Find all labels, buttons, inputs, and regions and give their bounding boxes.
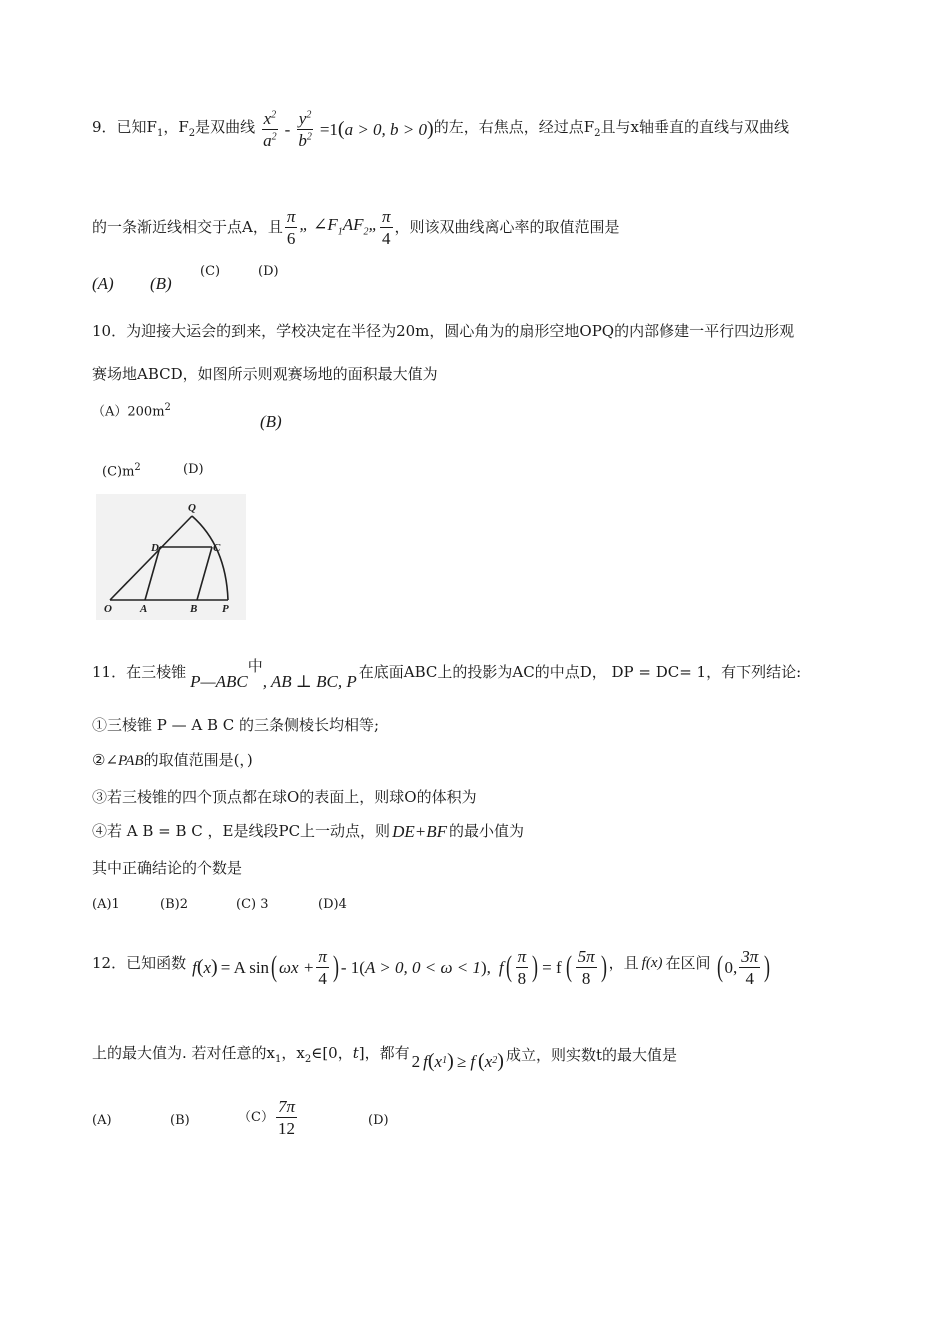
q12-option-c-fraction: $\frac{7\pi}{12}$ xyxy=(277,1097,295,1138)
q9-line2 xyxy=(92,203,620,251)
q10-option-c: $(C)m^2$ xyxy=(102,462,141,480)
label-Q: Q xyxy=(188,502,196,514)
q9-line2-text: 的一条渐近线相交于点A，且 xyxy=(92,217,283,236)
q11-zhong: 中 xyxy=(247,656,263,675)
q10-line2: 赛场地ABCD，如图所示则观赛场地的面积最大值为 xyxy=(92,365,438,383)
q9-hyperbola-equation: $\frac{x^2}{a^2}$ - $\frac{y^2}{b^2}$ =1 ( a > 0, b > 0 ) xyxy=(263,108,434,150)
q9-tail: 的左，右焦点，经过点$F_2$且与x轴垂直的直线与双曲线 xyxy=(433,117,789,139)
q12-fx: f(x) xyxy=(641,954,663,971)
label-D: D xyxy=(151,542,159,554)
q12-lead: 12．已知函数 xyxy=(92,953,187,972)
q12-option-b: (B) xyxy=(170,1113,190,1128)
q9-option-c: (C) xyxy=(200,264,221,279)
q11-option-a: (A)1 xyxy=(92,897,120,912)
q11-option-d: (D)4 xyxy=(318,897,347,912)
q9-angle-condition: $\frac{\pi}{6}$ „ $\angle F_1AF_2„$ $\frac{\pi}{4}$ xyxy=(286,206,391,248)
q12-line2-text: 上的最大值为. 若对任意的$x_1$，$x_2\in[0$，t]，都有 xyxy=(92,1043,410,1065)
label-P: P xyxy=(222,603,229,615)
q12-interval-label: 在区间 xyxy=(665,953,711,972)
q9-option-b: (B) xyxy=(150,274,172,293)
q11-option-b: (B)2 xyxy=(160,897,188,912)
q11-statement-2: ②∠PAB的取值范围是(，) xyxy=(92,751,253,769)
q11-statement-1: ①三棱锥 P — A B C 的三条侧棱长均相等; xyxy=(92,716,380,734)
q11-option-c: (C) 3 xyxy=(236,897,269,912)
q12-inequality: 2 f ( x 1 ) ≥ f ( x 2 ) xyxy=(411,1050,504,1072)
q11-pyramid-name: P—ABC xyxy=(190,671,248,691)
q12-option-c: （C） $\frac{7\pi}{12}$ xyxy=(238,1097,295,1138)
q11-line1 xyxy=(92,652,801,692)
q12-interval: ( 0, $\frac{3\pi}{4}$ ) xyxy=(716,946,771,988)
q10-option-d: (D) xyxy=(183,462,204,477)
figure-background xyxy=(96,494,246,620)
q12-function-definition: f ( x ) = A sin ( ωx + $\frac{\pi}{4}$ ) - 1( A > 0, 0 < ω < 1 ) , f ( $\frac{\pi}{8}$ ) = f ( $\frac{5\pi}{8}$ ) xyxy=(192,946,607,988)
q12-tail: ，且 xyxy=(608,953,639,972)
q11-statement-3: ③若三棱锥的四个顶点都在球O的表面上，则球O的体积为 xyxy=(92,788,477,806)
q10-sector-figure xyxy=(96,494,246,620)
q9-line1 xyxy=(92,104,789,154)
q10-line1: 10．为迎接大运会的到来，学校决定在半径为20m，圆心角为的扇形空地OPQ的内部修建一平行四边形观 xyxy=(92,322,795,340)
q12-line1 xyxy=(92,942,772,992)
q11-statement-4: ④若 A B = B C ，E是线段PC上一动点，则 DE+BF 的最小值为 xyxy=(92,822,524,841)
q9-lead: 9．已知$F_1$，$F_2$是双曲线 xyxy=(92,117,256,139)
q11-perp-condition: , AB ⊥ BC, P xyxy=(262,671,357,691)
q12-option-a: (A) xyxy=(92,1113,112,1128)
q12-option-d: (D) xyxy=(368,1113,389,1128)
q11-lead: 11．在三棱锥 xyxy=(92,662,187,681)
label-B: B xyxy=(190,603,198,615)
label-A: A xyxy=(140,603,148,615)
q11-count-question: 其中正确结论的个数是 xyxy=(92,859,243,877)
q9-line2-tail: ，则该双曲线离心率的取值范围是 xyxy=(394,217,620,236)
q12-line2 xyxy=(92,1040,677,1070)
q10-option-b: (B) xyxy=(260,412,282,431)
q11-tail: 在底面ABC上的投影为AC的中点D， DP = DC= 1，有下列结论: xyxy=(358,662,802,681)
label-O: O xyxy=(104,603,112,615)
q9-option-d: (D) xyxy=(258,264,279,279)
label-C: C xyxy=(213,542,221,554)
q9-option-a: (A) xyxy=(92,274,114,293)
q10-option-a: $(A)200m^2$ xyxy=(92,402,171,420)
q12-line2-tail: 成立，则实数t的最大值是 xyxy=(505,1045,677,1064)
